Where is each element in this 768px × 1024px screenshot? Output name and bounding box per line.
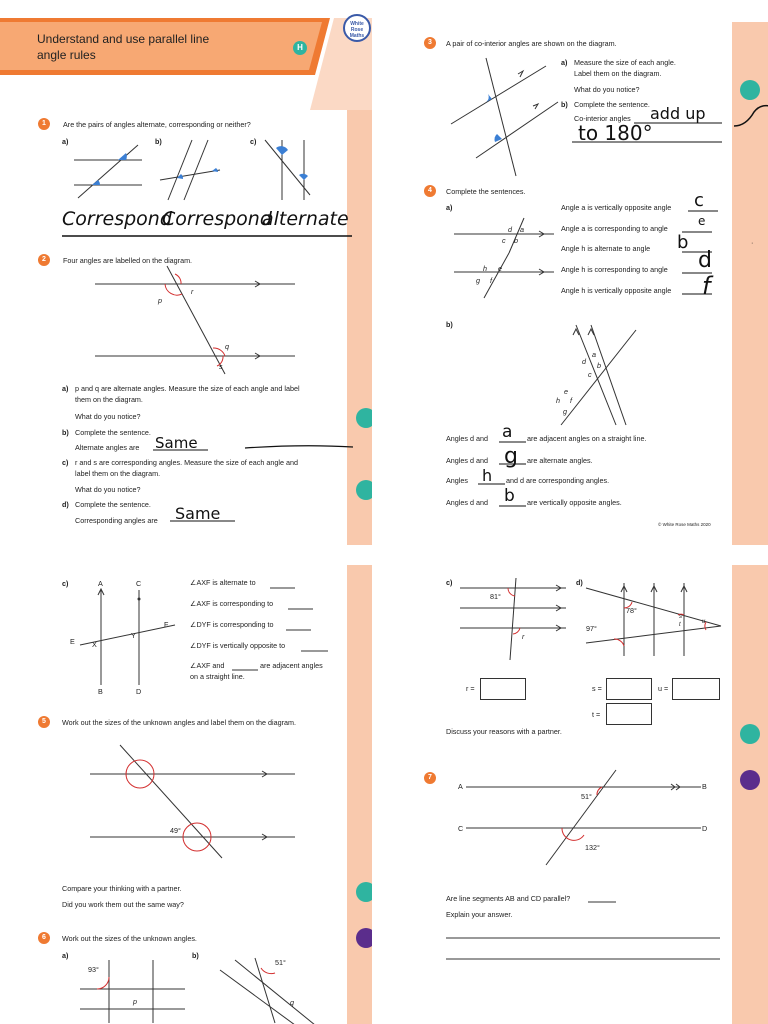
- handwritten-answer: b: [677, 232, 689, 253]
- question-number: 1: [38, 118, 50, 130]
- question-prompt: Work out the sizes of the unknown angles and label them on the diagram.: [62, 718, 297, 727]
- q5-diagram: [90, 740, 310, 860]
- copyright-text: © White Rose Maths 2020: [658, 522, 711, 527]
- point-label: Y: [131, 631, 136, 640]
- angle-label: b: [514, 236, 518, 245]
- angle-label: g: [563, 407, 567, 416]
- angle-label: u: [702, 619, 706, 625]
- sentence-text: Angle a is vertically opposite angle: [561, 203, 672, 212]
- answer-line: [572, 118, 732, 148]
- question-number: 4: [424, 185, 436, 197]
- discuss-icon: [740, 80, 760, 100]
- answer-lines: [682, 200, 742, 300]
- worksheet-page-2: [396, 0, 768, 545]
- sentence-text: ∠DYF is vertically opposite to: [190, 641, 286, 650]
- answer-box-r[interactable]: [480, 678, 526, 700]
- part-label: b): [192, 951, 199, 960]
- handwritten-answer: Correspond: [162, 208, 272, 230]
- angle-label: 51°: [275, 958, 286, 967]
- instruction-text: Measure the size of each angle.: [574, 58, 676, 67]
- point-label: C: [458, 824, 464, 833]
- sentence-text: ∠AXF and: [190, 661, 225, 670]
- part-label: a): [62, 384, 69, 393]
- point-label: F: [164, 620, 169, 629]
- instruction-text: Complete the sentence.: [75, 428, 151, 437]
- part-label: c): [250, 137, 257, 146]
- handwritten-answer: alternate: [262, 208, 349, 230]
- sentence-text: Angle h is alternate to angle: [561, 244, 651, 253]
- angle-label: 132°: [585, 843, 600, 852]
- discuss-icon: [356, 882, 372, 902]
- handwritten-answer: to 180°: [578, 121, 653, 145]
- sentence-text: ∠AXF is alternate to: [190, 578, 256, 587]
- answer-line: [170, 518, 240, 524]
- instruction-text: label them on the diagram.: [75, 469, 161, 478]
- instruction-text: Co-interior angles: [574, 114, 631, 123]
- instruction-text: r and s are corresponding angles. Measure the size of each angle and: [75, 458, 298, 467]
- question-prompt: Explain your answer.: [446, 910, 513, 919]
- angle-label: q: [225, 342, 229, 351]
- sentence-text: and d are corresponding angles.: [506, 476, 610, 485]
- answer-box-t[interactable]: [606, 703, 652, 725]
- point-label: C: [136, 579, 142, 588]
- q4b-diagram: [536, 325, 636, 425]
- angle-label: 78°: [626, 606, 637, 615]
- question-prompt: Are line segments AB and CD parallel?: [446, 894, 571, 903]
- point-label: X: [92, 640, 97, 649]
- question-prompt: Complete the sentences.: [446, 187, 526, 196]
- instruction-text: p and q are alternate angles. Measure the size of each angle and label: [75, 384, 300, 393]
- instruction-text: Corresponding angles are: [75, 516, 158, 525]
- stray-mark: ·: [751, 238, 754, 247]
- sentence-text: Angles d and: [446, 456, 488, 465]
- question-prompt: Four angles are labelled on the diagram.: [63, 256, 193, 265]
- discussion-text: Compare your thinking with a partner.: [62, 884, 182, 893]
- sentence-text: Angle h is vertically opposite angle: [561, 286, 672, 295]
- angle-label: 97°: [586, 624, 597, 633]
- instruction-text: Label them on the diagram.: [574, 69, 662, 78]
- part-label: a): [446, 203, 453, 212]
- point-label: B: [98, 687, 103, 696]
- handwritten-answer: Same: [175, 504, 221, 523]
- worksheet-page-4: [396, 560, 768, 1024]
- angle-label: a: [592, 350, 596, 359]
- part-label: b): [446, 320, 453, 329]
- angle-label: r: [191, 287, 194, 296]
- question-prompt: Work out the sizes of the unknown angles.: [62, 934, 197, 943]
- q6c-diagram: [458, 578, 578, 668]
- point-label: A: [98, 579, 103, 588]
- answer-box-s[interactable]: [606, 678, 652, 700]
- page-sidebar: [732, 565, 768, 1024]
- handwritten-answer: e: [698, 214, 706, 228]
- equation-label: u =: [658, 684, 669, 693]
- q3-diagram: [446, 58, 566, 178]
- question-number: 7: [424, 772, 436, 784]
- discuss-icon: [356, 408, 372, 428]
- angle-label: r: [522, 632, 525, 641]
- handwritten-mark: [734, 102, 768, 132]
- angle-label: h: [483, 264, 487, 273]
- q6ab-diagrams: [75, 955, 335, 1024]
- discuss-icon: [740, 770, 760, 790]
- instruction-text: Complete the sentence.: [75, 500, 151, 509]
- part-label: c): [62, 458, 69, 467]
- handwritten-answer: f: [702, 272, 711, 300]
- angle-label: f: [490, 276, 492, 285]
- question-number: 2: [38, 254, 50, 266]
- equation-label: s =: [592, 684, 602, 693]
- handwritten-answer: Same: [155, 434, 198, 452]
- instruction-text: them on the diagram.: [75, 395, 143, 404]
- angle-label: c: [588, 370, 592, 379]
- angle-label: p: [158, 296, 162, 305]
- part-label: a): [62, 951, 69, 960]
- question-prompt: Are the pairs of angles alternate, corresponding or neither?: [63, 120, 251, 129]
- page-title: Understand and use parallel line: [37, 32, 210, 46]
- sentence-text: Angles: [446, 476, 468, 485]
- sentence-text: ∠DYF is corresponding to: [190, 620, 274, 629]
- part-label: c): [446, 578, 453, 587]
- worksheet-page-3: [0, 560, 372, 1024]
- answer-lines: [225, 580, 372, 680]
- angle-label: e: [498, 264, 502, 273]
- discussion-text: Did you work them out the same way?: [62, 900, 184, 909]
- angle-label: q: [290, 998, 294, 1007]
- handwritten-answer: add up: [650, 104, 706, 123]
- angle-label: g: [476, 276, 480, 285]
- sentence-text: Angle a is corresponding to angle: [561, 224, 668, 233]
- answer-underline: [62, 234, 362, 239]
- sentence-text: are adjacent angles on a straight line.: [527, 434, 647, 443]
- handwritten-answer: h: [482, 466, 493, 485]
- angle-label: b: [597, 361, 601, 370]
- angle-label: e: [564, 387, 568, 396]
- sentence-text: are adjacent angles: [260, 661, 323, 670]
- instruction-text: What do you notice?: [75, 485, 141, 494]
- answer-line: [153, 444, 372, 454]
- discuss-icon: [740, 724, 760, 744]
- question-number: 5: [38, 716, 50, 728]
- angle-label: t: [679, 622, 681, 628]
- angle-label: a: [520, 225, 524, 234]
- instruction-text: What do you notice?: [574, 85, 640, 94]
- q2-diagram: [95, 276, 315, 376]
- equation-label: r =: [466, 684, 475, 693]
- part-label: d): [576, 578, 583, 587]
- angle-label: 49°: [170, 826, 181, 835]
- angle-label: s: [219, 362, 223, 371]
- part-label: b): [62, 428, 69, 437]
- sentence-text: Angle h is corresponding to angle: [561, 265, 668, 274]
- point-label: E: [70, 637, 75, 646]
- part-label: c): [62, 579, 69, 588]
- part-label: b): [561, 100, 568, 109]
- part-label: b): [155, 137, 162, 146]
- sentence-text: are alternate angles.: [527, 456, 593, 465]
- discussion-text: Discuss your reasons with a partner.: [446, 727, 562, 736]
- point-label: B: [702, 782, 707, 791]
- angle-label: f: [570, 396, 572, 405]
- handwritten-answer: b: [504, 486, 515, 506]
- instruction-text: Complete the sentence.: [574, 100, 650, 109]
- sentence-text: Angles d and: [446, 498, 488, 507]
- part-label: a): [62, 137, 69, 146]
- page-title-line2: angle rules: [37, 48, 96, 62]
- angle-label: 51°: [581, 792, 592, 801]
- worksheet-page-1: [0, 0, 372, 545]
- handwritten-answer: Correspond: [62, 208, 172, 230]
- angle-label: 93°: [88, 965, 99, 974]
- question-number: 3: [424, 37, 436, 49]
- answer-lines: [471, 440, 531, 520]
- angle-label: d: [582, 357, 586, 366]
- angle-label: h: [556, 396, 560, 405]
- angle-label: c: [502, 236, 506, 245]
- question-number: 6: [38, 932, 50, 944]
- sentence-text: are vertically opposite angles.: [527, 498, 622, 507]
- brand-logo: White Rose Maths: [343, 14, 371, 42]
- equation-label: t =: [592, 710, 601, 719]
- angle-label: 81°: [490, 592, 501, 601]
- instruction-text: Alternate angles are: [75, 443, 140, 452]
- part-label: a): [561, 58, 568, 67]
- answer-lines: [446, 935, 726, 965]
- angle-label: s: [679, 614, 682, 620]
- answer-line: [588, 900, 628, 905]
- question-prompt: A pair of co-interior angles are shown on the diagram.: [446, 39, 617, 48]
- discuss-icon: [356, 928, 372, 948]
- q1-diagrams: [60, 140, 360, 210]
- handwritten-answer: a: [502, 422, 513, 442]
- answer-box-u[interactable]: [672, 678, 720, 700]
- angle-label: d: [508, 225, 512, 234]
- handwritten-answer: c: [694, 190, 704, 211]
- sentence-text: Angles d and: [446, 434, 488, 443]
- tier-badge: H: [293, 41, 307, 55]
- point-label: A: [458, 782, 463, 791]
- point-label: D: [136, 687, 142, 696]
- angle-label: p: [133, 997, 137, 1006]
- sentence-text: ∠AXF is corresponding to: [190, 599, 274, 608]
- handwritten-answer: d: [698, 248, 712, 273]
- instruction-text: What do you notice?: [75, 412, 141, 421]
- point-label: D: [702, 824, 708, 833]
- sentence-text: on a straight line.: [190, 672, 245, 681]
- discuss-icon: [356, 480, 372, 500]
- handwritten-answer: g: [504, 444, 518, 469]
- part-label: d): [62, 500, 69, 509]
